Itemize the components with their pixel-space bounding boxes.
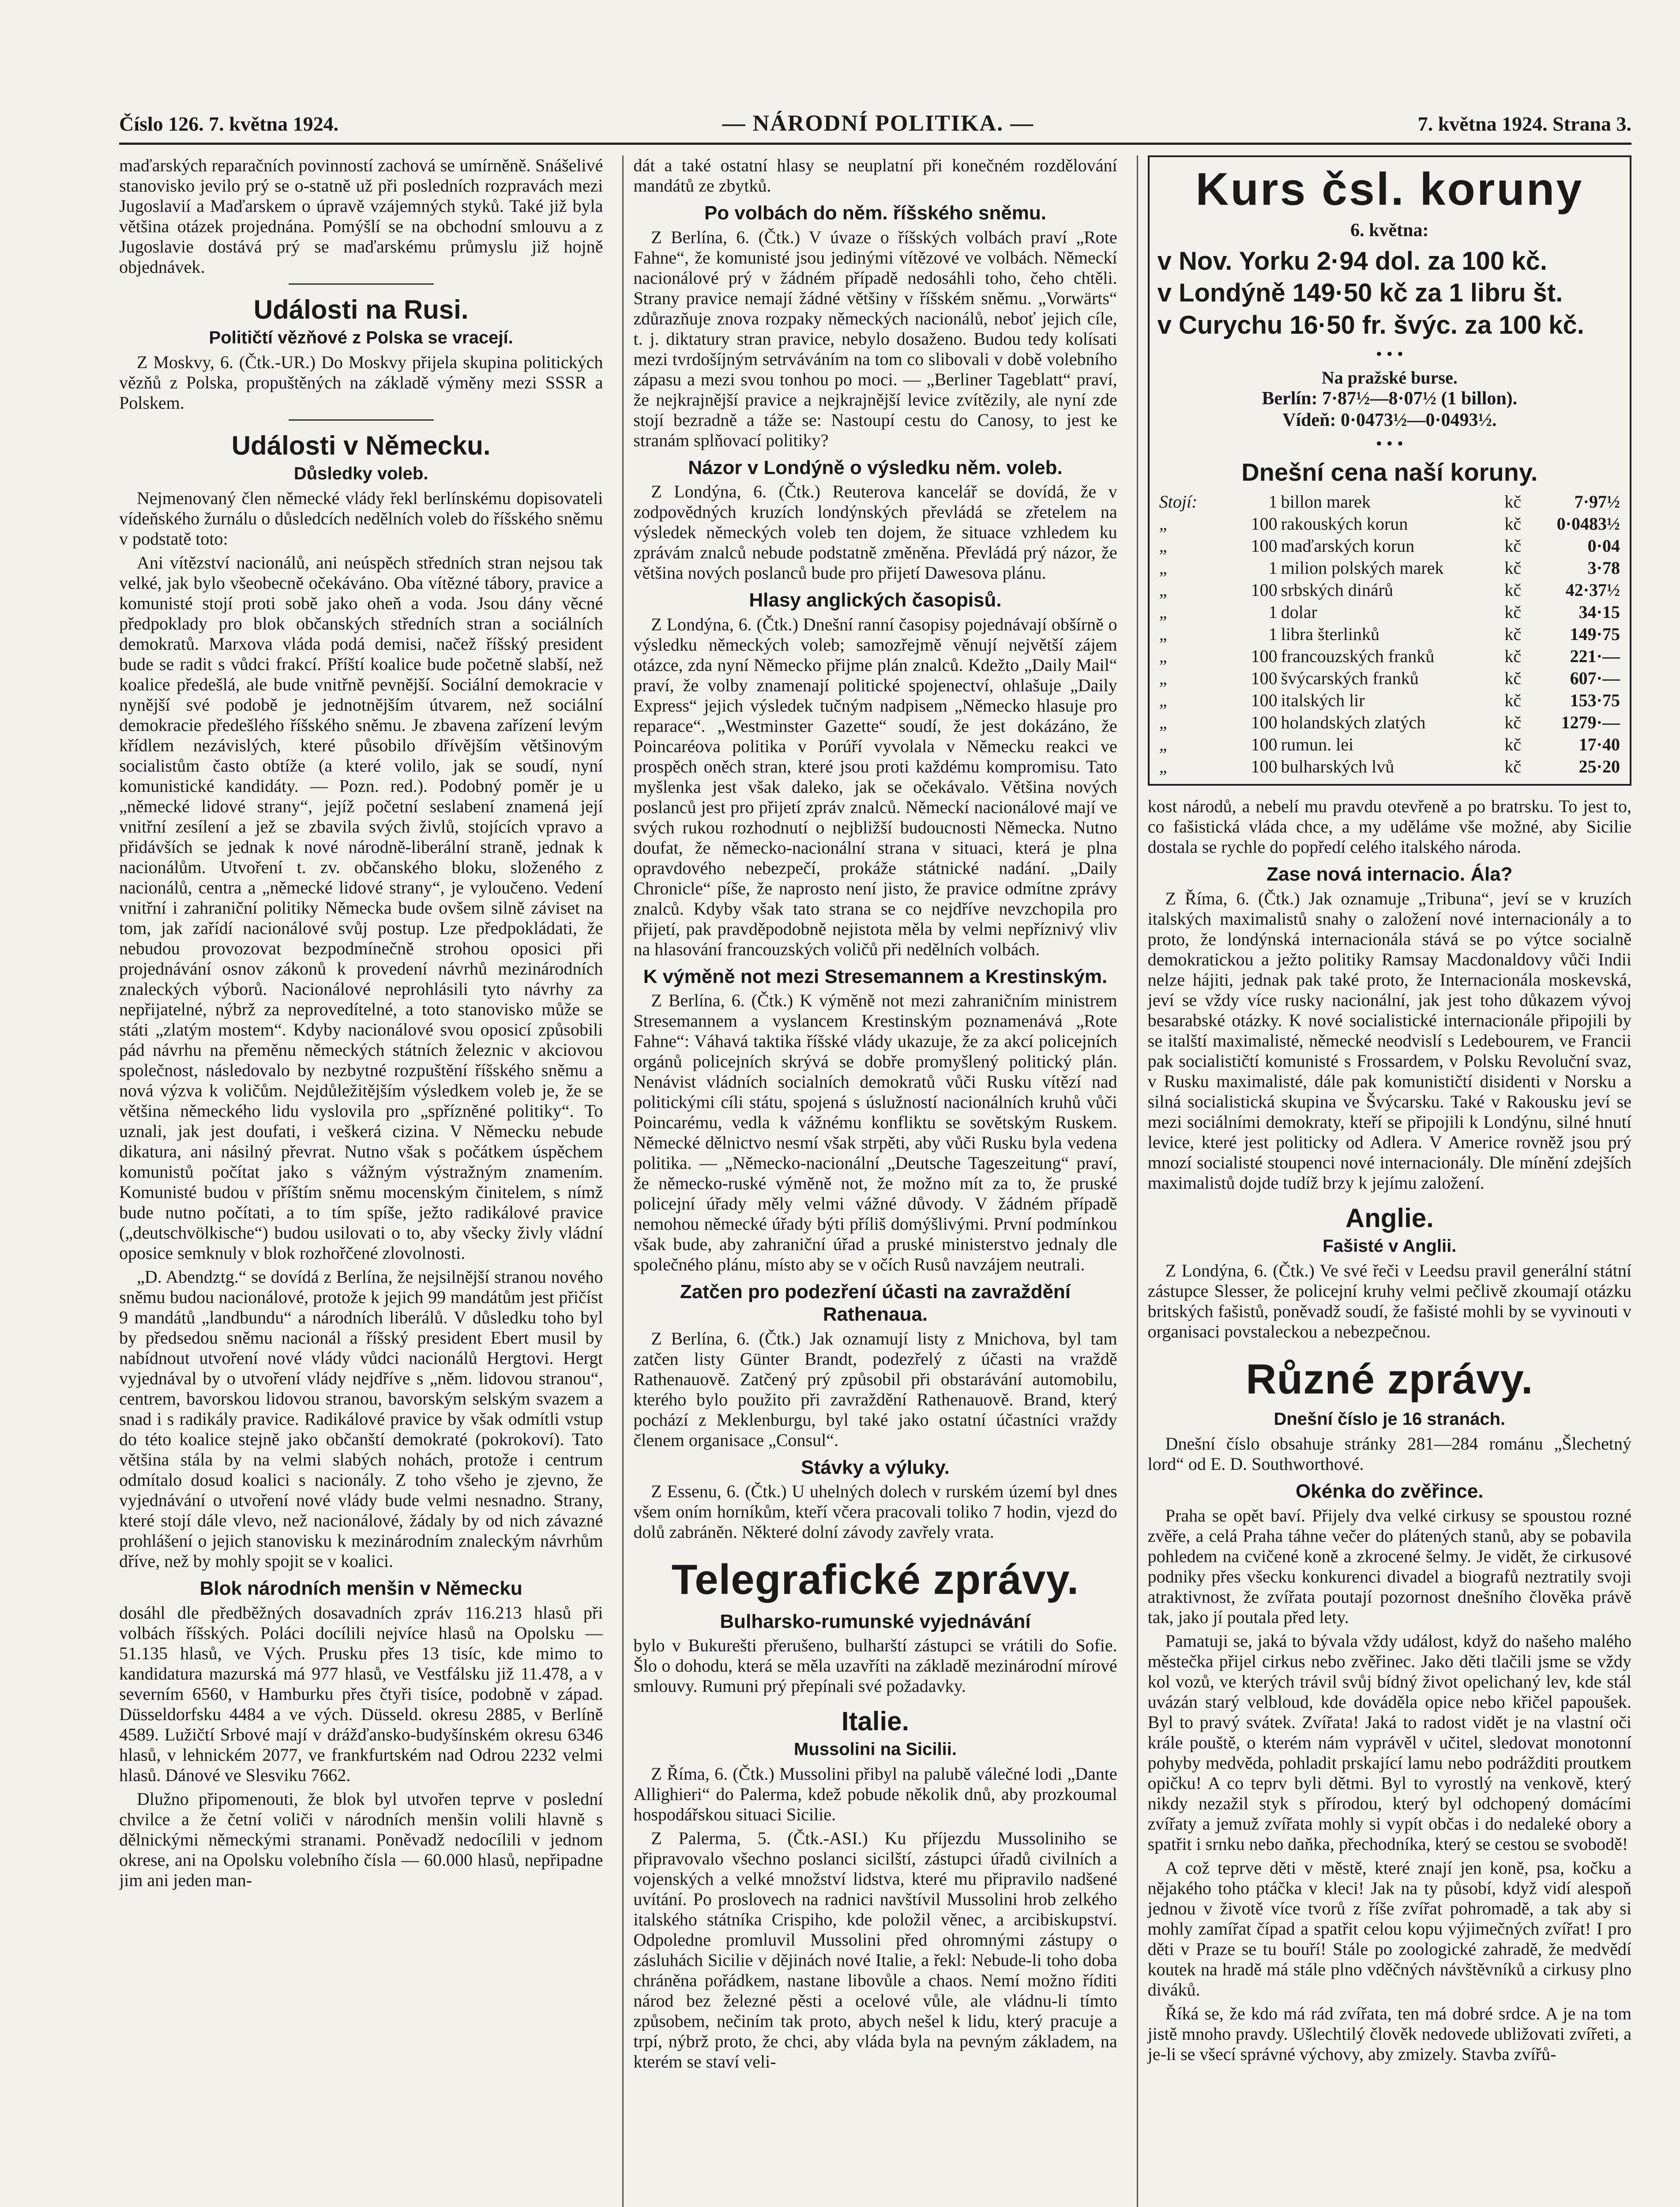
article-text: Dlužno připomenouti, že blok byl utvořen teprve v poslední chvilce a že četní voliči v národních menšin volili hlavně s dělnickými německými stranami. Poněvadž nedocílili v jednom okrese, ani na Opolsku volebního čísla — 60.000 hlasů, nepřipadne jim ani jeden man- bbox=[119, 1789, 603, 1890]
price-row-quantity: 100 bbox=[1251, 668, 1278, 689]
article-text: Dnešní číslo obsahuje stránky 281—284 románu „Šlechetný lord“ od E. D. Southworthové. bbox=[1147, 1434, 1631, 1474]
price-row-lead: „ bbox=[1159, 536, 1169, 556]
price-row-quantity: 1 bbox=[1268, 558, 1278, 578]
price-row-lead: „ bbox=[1159, 514, 1169, 534]
burse-line: Berlín: 7·87½—8·07½ (1 billon). bbox=[1262, 388, 1518, 409]
article-heading: Stávky a výluky. bbox=[801, 1456, 950, 1478]
price-row-value: 0·04 bbox=[1587, 536, 1620, 556]
price-row-value: 0·0483½ bbox=[1556, 514, 1620, 534]
article-subheading: Dnešní číslo je 16 stranách. bbox=[1274, 1409, 1506, 1429]
article-text: kost národů, a nebelí mu pravdu otevřeně a po bratrsku. To jest to, co fašistická vláda chce, a my uděláme vše možné, aby Sicilie dostala se rychle do popředí celého italského národa. bbox=[1147, 796, 1631, 857]
article-text: Z Londýna, 6. (Čtk.) Ve své řeči v Leedsu pravil generální státní zástupce Slesser, že policejní kruhy velmi pečlivě zkoumají otázku britských fašistů, poněvadž soudí, že fašisté mohli by se vyvinouti v organisaci povstaleckou a nebezpečnou. bbox=[1147, 1260, 1631, 1341]
price-row bbox=[1158, 645, 1622, 667]
article-text: Z Berlína, 6. (Čtk.) Jak oznamují listy z Mnichova, byl tam zatčen listy Günter Brandt, podezřelý z účasti na vraždě Rathenauově. Zatčený prý způsobil při obstarávání automobilu, kterého bylo použito při zavraždění Rathenauově. Brand, který pochází z Meklenburgu, byl také jako ostatní účastníci vraždy členem organisace „Consul“. bbox=[633, 1328, 1117, 1450]
price-row-quantity: 100 bbox=[1251, 690, 1278, 711]
price-row-item: italských lir bbox=[1281, 690, 1365, 711]
article-text: bylo v Bukurešti přerušeno, bulharští zástupci se vrátili do Sofie. Šlo o dohodu, která se měla uzavříti na základě mezinárodní mírové smlouvy. Rumuni prý přepínali své požadavky. bbox=[633, 1635, 1117, 1696]
price-row-lead: „ bbox=[1159, 757, 1169, 777]
price-row-unit: kč bbox=[1504, 624, 1522, 644]
price-row-unit: kč bbox=[1504, 492, 1522, 512]
price-row-value: 3·78 bbox=[1587, 558, 1620, 578]
price-row-unit: kč bbox=[1504, 514, 1522, 534]
article-text: Z Londýna, 6. (Čtk.) Reuterova kancelář se dovídá, že v zodpovědných kruzích londýnských převládá se zřetelem na výsledek německých voleb ten dojem, že situace vzhledem ku zprávám znalců nebude podstatně změněna. Převládá prý názor, že většina nových poslanců bude pro přijetí Dawesova plánu. bbox=[633, 482, 1117, 583]
article-heading: Blok národních menšin v Německu bbox=[199, 1578, 522, 1599]
price-row-value: 149·75 bbox=[1570, 624, 1620, 644]
article-text: Pamatuji se, jaká to bývala vždy událost, když do našeho malého městečka přijel cirkus nebo zvěřinec. Jako děti tlačili jsme se vždy kol vozů, ve kterých trávil svůj bídný život opelichaný lev, kde stál uvázán starý velbloud, kde dováděla opice nebo křičel papoušek. Byl to pravý svátek. Zvířata! Jaká to radost vidět je na vlastní oči krále pouště, o kterém nám vyprávěl v učitel, sledovat monotonní pohyby medvěda, pohladit prskající lamu nebo podrážditi proutkem opičku! A co teprv byli dětmi. Byl to vyrostlý na venkově, který nikdy nezažil styk s přírodou, který byl odchopený domácími zvířaty a jemuž zvířata mohly si vypít občas i do nedaleké obory a spatřit i srnku nebo daňka, přechodníka, který se cestou se svobodě! bbox=[1147, 1631, 1631, 1854]
article-heading: Po volbách do něm. říšského sněmu. bbox=[704, 202, 1047, 224]
exchange-rate-line: v Curychu 16·50 fr. švýc. za 100 kč. bbox=[1157, 310, 1584, 339]
article-heading: Hlasy anglických časopisů. bbox=[749, 589, 1002, 611]
price-row-lead: „ bbox=[1159, 690, 1169, 711]
burse-line: Vídeň: 0·0473½—0·0493½. bbox=[1282, 410, 1497, 430]
burse-heading: Na pražské burse. bbox=[1321, 368, 1458, 388]
exchange-rate-line: v Londýně 149·50 kč za 1 libru št. bbox=[1157, 279, 1563, 308]
exchange-title: Kurs čsl. koruny bbox=[1195, 164, 1584, 215]
page-number: 7. května 1924. Strana 3. bbox=[1417, 113, 1631, 135]
price-row-value: 7·97½ bbox=[1574, 492, 1620, 512]
price-row bbox=[1158, 712, 1622, 734]
article-subheading: Političtí vězňové z Polska se vracejí. bbox=[209, 328, 513, 347]
price-row-item: holandských zlatých bbox=[1281, 712, 1426, 733]
issue-number: Číslo 126. 7. května 1924. bbox=[119, 113, 339, 135]
price-row-lead: „ bbox=[1159, 668, 1169, 689]
price-row-item: francouzských franků bbox=[1281, 646, 1435, 667]
price-row-item: rakouských korun bbox=[1281, 514, 1408, 534]
price-row-value: 1279·— bbox=[1561, 712, 1620, 733]
article-heading: Názor v Londýně o výsledku něm. voleb. bbox=[688, 456, 1063, 478]
price-row-quantity: 100 bbox=[1251, 536, 1278, 556]
page-header bbox=[119, 110, 1631, 145]
price-row-lead: „ bbox=[1159, 602, 1169, 622]
article-text: A což teprve děti v městě, které znají jen koně, psa, kočku a nějakého toho ptáčka v kleci! Jak na ty působí, když vidí alespoň jednou v životě více tvorů z říše zvířat pohromadě, a tak aby si mohly zamířat čípad a spatřit celou kopu výjimečných zvířat! I pro děti v Praze se tu bouří! Stále po zoologické zahradě, že medvědí koutek na hradě má stále plno vděčných návštěvníků a cirkusy plno diváků. bbox=[1147, 1857, 1631, 2000]
price-row-item: rumun. lei bbox=[1281, 734, 1354, 755]
price-row-quantity: 100 bbox=[1251, 514, 1278, 534]
price-row bbox=[1158, 756, 1622, 778]
price-row-lead: Stojí: bbox=[1159, 492, 1198, 512]
article-text: Praha se opět baví. Přijely dva velké cirkusy se spoustou rozné zvěře, a celá Praha táhne večer do plátených stanů, aby se pobavila pohledem na cvičené koně a zkrocené šelmy. Je vidět, že cirkusové podniky přes všecku konkurenci divadel a biografů neztratily svoji atraktivnost, že zvířata poutají pozornost dnešního člověka právě tak, jako jí poutala před lety. bbox=[1147, 1505, 1631, 1627]
article-text: Z Berlína, 6. (Čtk.) K výměně not mezi zahraničním ministrem Stresemannem a vyslancem Krestinským poznamenává „Rote Fahne“: Váhavá taktika říšské vlády ukazuje, že za akcí policejních orgánů policejních skrývá se dobře promyšlený politický plán. Nenávist vládních socialních demokratů vůči Rusku vítězí nad politickými cíli státu, spojená s úslužností nacionálních kruhů vůči Poincarému, vedla k vážnému konfliktu se sovětským Ruskem. Německé dělnictvo nesmí však strpěti, aby vůči Rusku byla vedena politika. — „Německo-nacionální „Deutsche Tageszeitung“ praví, že německo-ruské výměně not, že možno mít za to, že pruské policejní úřady měly velmi vážné důvody. V žádném případě nemohou německé úřady býti příliš domýšlivými. První podmínkou však bude, aby zahraniční úřad a pruské ministerstvo jednaly dle společného plánu, místo aby se v očích Rusů navzájem neutrali. bbox=[633, 991, 1117, 1275]
price-row-quantity: 100 bbox=[1251, 580, 1278, 600]
exchange-date: 6. května: bbox=[1350, 220, 1429, 241]
price-row-unit: kč bbox=[1504, 668, 1522, 689]
section-heading: Události v Německu. bbox=[231, 431, 491, 460]
price-row-quantity: 1 bbox=[1268, 602, 1278, 622]
price-row-value: 153·75 bbox=[1570, 690, 1620, 711]
article-text: Z Essenu, 6. (Čtk.) U uhelných dolech v rurském území byl dnes všem oním horníkům, kteří včera pracovali toliko 7 hodin, vjezd do dolů zabráněn. Některé dolní závody zavřely vrata. bbox=[633, 1481, 1117, 1542]
article-text: dát a také ostatní hlasy se neuplatní při konečném rozdělování mandátů ze zbytků. bbox=[633, 155, 1117, 196]
price-row bbox=[1158, 601, 1622, 623]
price-row-lead: „ bbox=[1159, 646, 1169, 667]
article-text: dosáhl dle předběžných dosavadních zpráv 116.213 hlasů při volbách říšských. Poláci docílili nejvíce hlasů na Opolsku — 51.135 hlasů, ve Vých. Prusku přes 13 tisíc, kde mimo to kandidatura mazurská má 977 hlasů, ve Vestfálsku již 11.478, a v severním 6560, v Hamburku přes čtyři tisíce, podobně v západ. Düsseldorfsku 4484 a ve vých. Düsseld. okresu 2885, v Berlíně 4589. Lužičtí Srbové mají v drážďansko-budyšínském okresu 6346 hlasů, v lehnickém 2077, ve frankfurtském nad Odrou 2232 velmi hlasů. Dánové ve Slesviku 7662. bbox=[119, 1602, 603, 1785]
price-row-item: bulharských lvů bbox=[1281, 757, 1394, 777]
price-row-value: 17·40 bbox=[1579, 734, 1620, 755]
section-heading: Události na Rusi. bbox=[253, 295, 469, 324]
price-row-item: billon marek bbox=[1281, 492, 1371, 512]
article-text: maďarských reparačních povinností zachová se umírněně. Snášelivé stanovisko jevilo prý se o-statně už při posledních rozpravách mezi Jugoslavií a Maďarskem o úpravě vzájemných styků. Také již byla většina otázek projednána. Pomýšlí se na obchodní smlouvu a z Jugoslavie dostává prý se maďarskému průmyslu již hojně objednávek. bbox=[119, 155, 603, 277]
article-text: Z Londýna, 6. (Čtk.) Dnešní ranní časopisy pojednávají obšírně o výsledku německých voleb; samozřejmě věnují největší zájem otázce, zda nyní Německo přijme plán znalců. Kdežto „Daily Mail“ praví, že volby znamenají politické spojenectví, ohlašuje „Daily Express“ jejich výsledek tučným nadpisem „Německo hlasuje pro reparace“. „Westminster Gazette“ soudí, že jest dokázáno, že Poincaréova politika v Porúří vyvolala v Německu reakci ve prospěch oněch stran, které jsou proti každému kompromisu. Tato myšlenka jest však daleko, jak se očekávalo. Většina nových poslanců jest pro přijetí zpráv znalců. Německí nacionálové mají ve svých rukou rozhodnutí o nejbližší budoucnosti Německa. Nutno doufat, že německo-nacionální strana v situaci, která je plna opravdového nebezpečí, prokáže státnické nadání. „Daily Chronicle“ píše, že naprosto není jisto, že pravice odmítne zprávy znalců. Kdyby však tato strana se co nejdříve nevzchopila pro přijetí, pak pravděpodobně nejistota měla by velmi nepříznivý vliv na hlasování francouzských voličů při nedělních volbách. bbox=[633, 614, 1117, 959]
masthead-title: — NÁRODNÍ POLITIKA. — bbox=[722, 111, 1034, 136]
article-subheading: Mussolini na Sicilii. bbox=[794, 1740, 957, 1759]
price-row-unit: kč bbox=[1504, 757, 1522, 777]
section-heading: Anglie. bbox=[1345, 1203, 1434, 1233]
article-text: „D. Abendztg.“ se dovídá z Berlína, že nejsilnější stranou nového sněmu budou nacionálové, protože k jejich 99 mandátům jest přičíst 9 mandátů „landbundu“ a národních liberálů. V důsledku toho byl by předsedou sněmu nacionál a říšský president Ebert musil by nabídnout utvoření nové vlády vůdci nacionálů Hergtovi. Hergt vyjednával by o utvoření vlády nejdříve s „něm. lidovou stranou“, centrem, bavorskou lidovou stranou, bavorským selským svazem a snad i s radikály pravice. Radikálové pravice by však odmítli vstup do této koalice stejně jako občanští demokraté (pokrokoví). Tato většina stála by na velmi slabých nohách, protože i centrum odmítalo dosud koalici s nacionály. Z toho všeho je zjevno, že vyjednávání o utvoření nové vlády bude velmi nesnadno. Strany, které stojí dále vlevo, než nacionálové, žádaly by od nich závazné prohlášení o jejich stanovisku k mezinárodním znaleckým návrhům dříve, než by mohly spojit se v koalici. bbox=[119, 1267, 603, 1571]
article-text: Z Říma, 6. (Čtk.) Mussolini přibyl na palubě válečné lodi „Dante Allighieri“ do Palerma, kdež pobude několik dnů, aby prozkoumal hospodářskou situaci Sicilie. bbox=[633, 1764, 1117, 1825]
price-row-item: maďarských korun bbox=[1281, 536, 1415, 556]
article-text: Z Moskvy, 6. (Čtk.-UR.) Do Moskvy přijela skupina politických vězňů z Polska, propuštěných na základě výměny mezi SSSR a Polskem. bbox=[119, 352, 603, 413]
price-row-item: libra šterlinků bbox=[1281, 624, 1379, 644]
price-row-lead: „ bbox=[1159, 558, 1169, 578]
price-row-unit: kč bbox=[1504, 580, 1522, 600]
ornament-dots: • • • bbox=[1376, 433, 1403, 453]
article-text: Z Berlína, 6. (Čtk.) V úvaze o říšských volbách praví „Rote Fahne“, že komunisté jsou jedinými vítězové ve volbách. Německí nacionálové prý v žádném případě nedosáhli toho, čeho chtěli. Strany pravice nemají žádné většiny v říšském sněmu. „Vorwärts“ zdůrazňuje znova rozpaky německých nacionálů, neboť jejich cíle, t. j. diktatury stran pravice, nebylo dosaženo. Budou tedy kolísati mezi tvrdošíjným setrváváním na tom co slibovali v době volebního zápasu a mezi svou tonhou po moci. — „Berliner Tageblatt“ praví, že nejkrajnější pravice a nejkrajnější levice zvítězily, ale nyní zde stojí bezradně a táže se: Nastoupí cestu do Canosy, to jest ke stranám splňovací politiky? bbox=[633, 227, 1117, 450]
price-row-unit: kč bbox=[1504, 734, 1522, 755]
price-row bbox=[1158, 535, 1622, 557]
price-row-quantity: 100 bbox=[1251, 712, 1278, 733]
price-row-lead: „ bbox=[1159, 712, 1169, 733]
price-row bbox=[1158, 513, 1622, 535]
columns bbox=[119, 155, 1631, 2207]
price-table-body bbox=[1158, 491, 1622, 778]
article-text: Ani vítězství nacionálů, ani neúspěch středních stran nejsou tak velké, jak bylo všeobecně očekáváno. Oba vítězné tábory, pravice a komunisté stojí proti sobě jako oheň a voda. Jsou dány věcné předpoklady pro blok občanských středních stran a sociálních demokratů. Marxova vláda podá demisi, načež říšský president bude se radit s vůdci frakcí. Příští koalice bude početně slabší, než koalice předešlá, ale bude vnitřně pevnější. Sociální demokracie v nynější své podobě je jednotnějším útvarem, než sociální demokracie předešlého říšského sněmu. Je zbavena zařízení levým křídlem nezávislých, které působilo dřívějším většinovým socialistům často obtíže (a které volilo, jak se soudí, nyní komunistické kandidáty. — Pozn. red.). Podobný poměr je u „německé lidové strany“, jejíž početní seslabení znamená její vnitřní zesílení a jež se zbavila svých živlů, stojících vpravo a přidávších se jednak k nové národně-liberální straně, jednak k nacionálům. Utvoření t. zv. občanského bloku, složeného z nacionálů, centra a „německé lidové strany“, je vyloučeno. Vedení vnitřní i zahraniční politiky Německa bude ovšem silně záviset na tom, jak zařídí nacionálové svůj postup. Lze předpokládati, že nebudou provozovat bezpodmínečně strohou oposici při projednávání osnov zákonů k provedení návrhů mezinárodních znaleckých výborů. Nacionálové neprohlásili tyto návrhy za nepřijatelné, nýbrž za neprovedítelné, a toto stanovisko může se státi „zlatým mostem“. Kdyby nacionálové svou oposicí způsobili pád návrhu na přeměnu německých státních železnic v akciovou společnost, následovalo by nezbytné rozpuštění říšského sněmu a nová výzva k voličům. Nejdůležitějším výsledkem voleb je, že se většina německého lidu vyslovila pro „spřízněné politiky“. To uznali, jak jest doufati, i veškerá cizina. V Německu nebude dikatura, ani násilný převrat. Nutno však s počátkem úspěchem komunistů počítat jako s vážným výstražným znamením. Komunisté budou v příštím sněmu mocenským činitelem, s nímž bude nutno počítati, a to tím spíše, ježto radikálové pravice („deutschvölkische“) budou usilovati o to, aby všecky živly vládní oposice semknuly v blok rozhořčené zlovolnosti. bbox=[119, 553, 603, 1263]
column-2 bbox=[622, 155, 1117, 2207]
exchange-rate-line: v Nov. Yorku 2·94 dol. za 100 kč. bbox=[1157, 246, 1547, 275]
article-subheading: Fašisté v Anglii. bbox=[1323, 1236, 1457, 1256]
price-row-unit: kč bbox=[1504, 712, 1522, 733]
price-table bbox=[1158, 491, 1622, 778]
price-row bbox=[1158, 734, 1622, 756]
article-heading: K výměně not mezi Stresemannem a Krestinským. bbox=[643, 965, 1108, 987]
price-row-value: 34·15 bbox=[1579, 602, 1620, 622]
price-row-value: 221·— bbox=[1570, 646, 1620, 667]
article-text: Z Palerma, 5. (Čtk.-ASI.) Ku příjezdu Mussoliniho se připravovalo všechno poslanci sicilští, zástupci úřadů civilních a vojenských a velké množství lidstva, které mu připravilo nadšené uvítání. Po proslovech na radnici navštívil Mussolini hrob zelkého italského státníka Crispiho, kde položil věnec, a arcibiskupství. Odpoledne promluvil Mussolini před ohromnými zástupy o zásluhách Sicilie v dějinách nové Italie, a řekl: Nebude-li toho doba chráněna pořádkem, nastane libovůle a chaos. Nemí možno říditi národ bez železné pěsti a ocelové vůle, ale vládnu-li tímto způsobem, nečiním tak proto, abych nešel k lidu, který pracuje a trpí, nýbrž proto, že chci, aby vláda byla na pevným základem, na kterém se staví veli- bbox=[633, 1828, 1117, 2072]
section-heading: Různé zprávy. bbox=[1246, 1355, 1533, 1403]
price-row bbox=[1158, 623, 1622, 645]
price-row-item: srbských dinárů bbox=[1281, 580, 1394, 600]
price-row-quantity: 1 bbox=[1268, 492, 1278, 512]
ornament-dots: • • • bbox=[1376, 344, 1403, 364]
section-heading: Telegrafické zprávy. bbox=[671, 1556, 1079, 1604]
price-row-unit: kč bbox=[1504, 646, 1522, 667]
price-row-quantity: 1 bbox=[1268, 624, 1278, 644]
article-heading: Zatčen pro podezření účasti na zavraždění Rathenaua. bbox=[680, 1281, 1071, 1325]
price-row bbox=[1158, 667, 1622, 689]
article-text: Říká se, že kdo má rád zvířata, ten má dobré srdce. A je na tom jistě mnoho pravdy. Ušlechtilý člověk nedovede ubližovati zvířeti, a je-li se všecí správné výchovy, aby zmizely. Stavba zvířů- bbox=[1147, 2003, 1631, 2064]
column-1 bbox=[119, 155, 603, 2207]
price-row-lead: „ bbox=[1159, 624, 1169, 644]
article-subheading: Důsledky voleb. bbox=[293, 464, 428, 483]
article-text: Nejmenovaný člen německé vlády řekl berlínskému dopisovateli vídeňského žurnálu o důsledcích nedělních voleb do říšského sněmu v podstatě toto: bbox=[119, 488, 603, 549]
price-row bbox=[1158, 557, 1622, 579]
article-heading: Bulharsko-rumunské vyjednávání bbox=[720, 1610, 1031, 1632]
price-row bbox=[1158, 491, 1622, 513]
price-row-item: milion polských marek bbox=[1281, 558, 1444, 578]
article-heading: Zase nová internacio. Ála? bbox=[1267, 863, 1513, 885]
price-row-quantity: 100 bbox=[1251, 646, 1278, 667]
price-table-heading: Dnešní cena naší koruny. bbox=[1241, 458, 1538, 486]
price-row bbox=[1158, 579, 1622, 601]
column-3 bbox=[1137, 155, 1631, 2207]
article-text: Z Říma, 6. (Čtk.) Jak oznamuje „Tribuna“, jeví se v kruzích italských maximalistů snahy o založení nové internacionály a to proto, že londýnská internacionála stává se po výtce socialně demokratickou a ježto politiky Ramsay Macdonaldovy vůči Indii nelze hájiti, jednak pak také proto, že Internacionála moskevská, jeví se vždy více rusky nacionální, jak jest toho důkazem vývoj besarabské otázky. K nové socialistické internacionále připojili by se italští maximalisté, německé neodvislí s Ledebourem, ve Francii pak socialističtí komunisté s Frossardem, v Polsku Revoluční svaz, v Rusku maximalisté, dále pak komunističtí disidenti v Norsku a silná socialistická skupina ve Švýcarsku. Také v Rakousku jeví se mezi sociálními demokraty, kteří se připojili k Londýnu, silné hnutí levice, které jest politicky od Adlera. V Americe rovněž jsou prý mnozí socialisté stoupenci nové internacionály. Dle mínění zdejších maximalistů dojde tudíž brzy k jejímu založení. bbox=[1147, 888, 1631, 1193]
divider bbox=[289, 419, 434, 421]
price-row-unit: kč bbox=[1504, 602, 1522, 622]
price-row-unit: kč bbox=[1504, 558, 1522, 578]
price-row-unit: kč bbox=[1504, 690, 1522, 711]
price-row-quantity: 100 bbox=[1251, 757, 1278, 777]
divider bbox=[289, 283, 434, 285]
section-heading: Italie. bbox=[841, 1706, 910, 1736]
article-heading: Okénka do zvěřince. bbox=[1296, 1480, 1484, 1503]
price-row-value: 607·— bbox=[1570, 668, 1620, 689]
price-row-lead: „ bbox=[1159, 580, 1169, 600]
price-row-quantity: 100 bbox=[1251, 734, 1278, 755]
price-row-value: 42·37½ bbox=[1565, 580, 1620, 600]
price-row-value: 25·20 bbox=[1579, 757, 1620, 777]
price-row-item: dolar bbox=[1281, 602, 1317, 622]
price-row-item: švýcarských franků bbox=[1281, 668, 1419, 689]
price-row-lead: „ bbox=[1159, 734, 1169, 755]
price-row-unit: kč bbox=[1504, 536, 1522, 556]
exchange-box bbox=[1148, 155, 1631, 786]
price-row bbox=[1158, 689, 1622, 712]
